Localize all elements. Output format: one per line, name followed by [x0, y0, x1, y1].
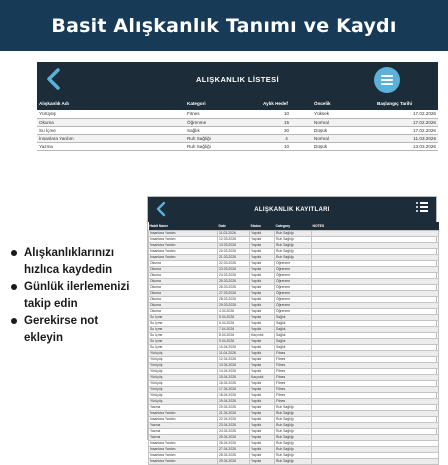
table-cell[interactable]: 27.04.2026 [218, 446, 250, 452]
table-cell[interactable]: 20.04.2026 [218, 404, 250, 410]
table-cell[interactable]: 8.04.2026 [218, 332, 250, 338]
table-cell[interactable]: Sağlık [275, 344, 312, 350]
table-cell[interactable]: İnsanlara Yardım [149, 416, 218, 422]
table-cell[interactable]: 30 [261, 126, 312, 134]
table-cell[interactable]: 12.04.2026 [218, 356, 250, 362]
table-cell[interactable]: Yapıldı [250, 314, 275, 320]
feature-text: Günlük ilerlemenizi takip edin [24, 281, 130, 310]
back-arrow-icon[interactable] [43, 67, 65, 91]
table-cell[interactable]: Ruh Sağlığı [275, 422, 312, 428]
table-cell[interactable]: Okuma [149, 266, 218, 272]
table-cell[interactable]: 6.04.2026 [218, 320, 250, 326]
table-cell[interactable]: Öğrenme [275, 302, 312, 308]
table-cell[interactable]: 13.04.2026 [218, 362, 250, 368]
table-cell[interactable]: Yürüyüş [149, 380, 218, 386]
table-cell[interactable]: Ruh Sağlığı [275, 416, 312, 422]
table-cell[interactable]: Okuma [149, 278, 218, 284]
table-cell[interactable]: Ruh Sağlığı [275, 254, 312, 260]
table-cell[interactable]: Yapıldı [250, 440, 275, 446]
table-cell[interactable]: Fitnes [275, 392, 312, 398]
table-cell[interactable] [312, 458, 439, 464]
table-cell[interactable]: Normal [312, 134, 375, 142]
table-cell[interactable]: Okuma [149, 284, 218, 290]
table-cell[interactable]: 9.04.2026 [218, 338, 250, 344]
table-cell[interactable]: İnsanlara Yardım [149, 452, 218, 458]
column-header: Habit Name [149, 222, 218, 230]
table-cell[interactable]: Yapıldı [250, 320, 275, 326]
table-cell[interactable]: Ruh Sağlığı [275, 458, 312, 464]
column-header: Başlangıç Tarihi [375, 96, 438, 110]
table-cell[interactable]: 16.04.2026 [218, 380, 250, 386]
table-cell[interactable]: Fitnes [275, 368, 312, 374]
table-cell[interactable]: İnsanlara Yardım [149, 440, 218, 446]
bullet-dot-icon [11, 284, 17, 290]
table-cell[interactable]: Yapıldı [250, 410, 275, 416]
table-cell[interactable]: Su İçme [149, 314, 218, 320]
table-cell[interactable]: Yapıldı [250, 392, 275, 398]
table-cell[interactable]: Yapıldı [250, 386, 275, 392]
table-cell[interactable]: 17.02.2026 [375, 118, 438, 126]
table-cell[interactable]: Ruh Sağlığı [275, 440, 312, 446]
table-cell[interactable]: İnsanlara Yardım [149, 242, 218, 248]
table-cell[interactable]: Yapıldı [250, 284, 275, 290]
table-cell[interactable]: 10 [261, 142, 312, 150]
table-cell[interactable]: Öğrenme [275, 260, 312, 266]
table-cell[interactable]: Yapıldı [250, 338, 275, 344]
table-cell[interactable]: Ruh Sağlığı [275, 236, 312, 242]
table-cell[interactable]: 4.04.2026 [218, 308, 250, 314]
table-cell[interactable]: 13.03.2026 [375, 142, 438, 150]
table-cell[interactable]: Yapıldı [250, 248, 275, 254]
table-cell[interactable]: Ruh Sağlığı [275, 428, 312, 434]
table-cell[interactable]: Yapıldı [250, 296, 275, 302]
table-cell[interactable]: 12.03.2026 [218, 236, 250, 242]
table-cell[interactable]: 24.04.2026 [218, 428, 250, 434]
table-cell[interactable]: Yapıldı [250, 452, 275, 458]
habit-list-table [37, 96, 438, 151]
table-cell[interactable]: İnsanlara Yardım [149, 458, 218, 464]
table-cell[interactable]: Ruh Sağlığı [275, 242, 312, 248]
table-cell[interactable]: Öğrenme [275, 266, 312, 272]
table-cell[interactable]: Yürüyüş [149, 386, 218, 392]
table-cell[interactable]: Düşük [312, 142, 375, 150]
table-cell[interactable]: 17.02.2026 [375, 110, 438, 118]
feature-item [10, 245, 134, 278]
table-cell[interactable]: Fitnes [275, 356, 312, 362]
table-cell[interactable]: İnsanlara Yardım [149, 230, 218, 236]
table-cell[interactable]: 22.03.2026 [218, 260, 250, 266]
table-cell[interactable]: 17.02.2026 [375, 126, 438, 134]
table-cell[interactable]: Okuma [149, 272, 218, 278]
table-cell[interactable]: Yapıldı [250, 416, 275, 422]
table-cell[interactable]: Fitnes [185, 110, 261, 118]
table-cell[interactable]: Yapıldı [250, 362, 275, 368]
table-cell[interactable]: İnsanlara Yardım [149, 410, 218, 416]
table-cell[interactable]: İnsanlara Yardım [149, 248, 218, 254]
table-cell[interactable]: 25.04.2026 [218, 434, 250, 440]
kebab-list-icon[interactable] [416, 202, 428, 212]
table-row[interactable] [37, 134, 438, 142]
table-cell[interactable]: Yürüyüş [149, 392, 218, 398]
column-header: Status [250, 222, 275, 230]
table-cell[interactable]: Öğrenme [275, 290, 312, 296]
table-row[interactable] [37, 142, 438, 150]
table-cell[interactable]: Yapıldı [250, 254, 275, 260]
table-row[interactable] [37, 110, 438, 118]
table-cell[interactable]: Yapıldı [250, 344, 275, 350]
table-cell[interactable]: Sağlık [275, 338, 312, 344]
column-header: Kategori [185, 96, 261, 110]
table-cell[interactable]: Yapıldı [250, 272, 275, 278]
table-cell[interactable]: 11.03.2026 [218, 230, 250, 236]
table-cell[interactable]: Su İçme [37, 126, 185, 134]
column-header: Alışkanlık Adı [37, 96, 185, 110]
table-cell[interactable]: Okuma [149, 290, 218, 296]
table-cell[interactable]: Kaçırıldı [250, 374, 275, 380]
table-cell[interactable]: Öğrenme [275, 272, 312, 278]
table-cell[interactable]: 10.04.2026 [218, 344, 250, 350]
table-cell[interactable]: Sağlık [275, 326, 312, 332]
table-cell[interactable]: Yapıldı [250, 398, 275, 404]
table-cell[interactable]: 19.04.2026 [218, 398, 250, 404]
table-cell[interactable]: Yazma [37, 142, 185, 150]
table-cell[interactable]: Yapıldı [250, 266, 275, 272]
table-cell[interactable]: Okuma [37, 118, 185, 126]
table-cell[interactable]: Yüksek [312, 110, 375, 118]
table-cell[interactable]: Yapıldı [250, 380, 275, 386]
table-cell[interactable]: Fitnes [275, 350, 312, 356]
table-cell[interactable]: Kaçırıldı [250, 332, 275, 338]
table-cell[interactable]: Yazma [149, 428, 218, 434]
table-cell[interactable]: Fitnes [275, 386, 312, 392]
table-cell[interactable]: Ruh Sağlığı [275, 446, 312, 452]
table-cell[interactable]: Su İçme [149, 320, 218, 326]
table-cell[interactable]: Ruh Sağlığı [185, 134, 261, 142]
table-cell[interactable]: Yazma [149, 422, 218, 428]
table-cell[interactable]: Ruh Sağlığı [275, 410, 312, 416]
table-cell[interactable]: 26.04.2026 [218, 440, 250, 446]
table-cell[interactable]: Yürüyüş [149, 374, 218, 380]
table-cell[interactable]: 27.03.2026 [218, 290, 250, 296]
table-cell[interactable]: 17.04.2026 [218, 386, 250, 392]
table-cell[interactable]: Yapıldı [250, 290, 275, 296]
table-cell[interactable]: İnsanlara Yardım [149, 236, 218, 242]
table-cell[interactable]: Öğrenme [275, 284, 312, 290]
banner-title: Basit Alışkanlık Tanımı ve Kaydı [51, 14, 397, 37]
table-cell[interactable]: Yapıldı [250, 236, 275, 242]
table-cell[interactable]: Su İçme [149, 344, 218, 350]
table-cell[interactable]: 22.04.2026 [218, 416, 250, 422]
table-cell[interactable]: Yapıldı [250, 422, 275, 428]
bullet-dot-icon [11, 318, 17, 324]
table-cell[interactable]: Öğrenme [275, 296, 312, 302]
table-cell[interactable]: 23.03.2026 [218, 266, 250, 272]
table-cell[interactable]: 29.03.2026 [218, 302, 250, 308]
list-header-bar [37, 62, 438, 96]
table-cell[interactable]: 28.04.2026 [218, 452, 250, 458]
back-arrow-icon[interactable] [154, 201, 168, 217]
feature-item [10, 313, 122, 346]
table-cell[interactable]: Ruh Sağlığı [275, 452, 312, 458]
bullet-dot-icon [11, 250, 17, 256]
table-cell[interactable]: Ruh Sağlığı [275, 404, 312, 410]
table-cell[interactable]: Okuma [149, 296, 218, 302]
table-cell[interactable]: 4 [261, 134, 312, 142]
table-cell[interactable]: 5.04.2026 [218, 314, 250, 320]
feature-text: Alışkanlıklarınızı hızlıca kaydedin [24, 247, 115, 276]
table-row[interactable] [37, 118, 438, 126]
table-cell[interactable]: 14.04.2026 [218, 368, 250, 374]
table-cell[interactable]: İnsanlara Yardım [149, 254, 218, 260]
table-cell[interactable]: 15 [261, 118, 312, 126]
table-cell[interactable]: Yürüyüş [149, 350, 218, 356]
table-cell[interactable]: Yazma [149, 404, 218, 410]
table-cell[interactable]: Yapıldı [250, 242, 275, 248]
table-cell[interactable]: Yazma [149, 434, 218, 440]
table-cell[interactable]: Sağlık [185, 126, 261, 134]
table-cell[interactable]: Öğrenme [185, 118, 261, 126]
table-cell[interactable]: 23.04.2026 [218, 422, 250, 428]
table-cell[interactable]: Yapıldı [250, 260, 275, 266]
habit-list-header-row [37, 96, 438, 110]
table-cell[interactable]: Yapıldı [250, 308, 275, 314]
table-row[interactable] [149, 458, 439, 464]
feature-list [10, 245, 142, 347]
table-cell[interactable]: 29.04.2026 [218, 458, 250, 464]
table-cell[interactable]: 28.03.2026 [218, 296, 250, 302]
habit-records-sheet [147, 196, 437, 463]
banner [0, 0, 448, 51]
table-cell[interactable]: Okuma [149, 308, 218, 314]
table-cell[interactable]: Fitnes [275, 380, 312, 386]
table-cell[interactable]: 21.03.2026 [218, 254, 250, 260]
table-cell[interactable]: Ruh Sağlığı [185, 142, 261, 150]
table-row[interactable] [37, 126, 438, 134]
records-header-bar [148, 197, 436, 222]
table-cell[interactable]: Sağlık [275, 314, 312, 320]
table-cell[interactable]: Yürüyüş [149, 398, 218, 404]
habit-records-table [148, 222, 439, 465]
table-cell[interactable]: Okuma [149, 302, 218, 308]
table-cell[interactable]: 7.04.2026 [218, 326, 250, 332]
table-cell[interactable]: Yürüyüş [149, 368, 218, 374]
table-cell[interactable]: Öğrenme [275, 308, 312, 314]
column-header: Date [218, 222, 250, 230]
table-cell[interactable]: Su İçme [149, 332, 218, 338]
table-cell[interactable]: Ruh Sağlığı [275, 248, 312, 254]
table-cell[interactable]: Fitnes [275, 398, 312, 404]
table-cell[interactable]: Yapıldı [250, 368, 275, 374]
table-cell[interactable]: Düşük [312, 126, 375, 134]
table-cell[interactable]: Yapıldı [250, 434, 275, 440]
table-cell[interactable]: Fitnes [275, 374, 312, 380]
table-cell[interactable]: Yürüyüş [149, 356, 218, 362]
table-cell[interactable]: Yapıldı [250, 350, 275, 356]
table-cell[interactable]: Su İçme [149, 338, 218, 344]
table-cell[interactable]: 20.03.2026 [218, 248, 250, 254]
table-cell[interactable]: 10 [261, 110, 312, 118]
table-cell[interactable]: Yapıldı [250, 428, 275, 434]
table-cell[interactable]: Yapıldı [250, 404, 275, 410]
feature-text: Gerekirse not ekleyin [24, 315, 99, 344]
table-cell[interactable]: Yürüyüş [37, 110, 185, 118]
table-cell[interactable]: Yapıldı [250, 356, 275, 362]
table-cell[interactable]: Ruh Sağlığı [275, 230, 312, 236]
table-cell[interactable]: Okuma [149, 260, 218, 266]
table-cell[interactable]: Yürüyüş [149, 362, 218, 368]
table-cell[interactable]: 25.03.2026 [218, 278, 250, 284]
table-cell[interactable]: Sağlık [275, 320, 312, 326]
table-cell[interactable]: Normal [312, 118, 375, 126]
list-title: ALIŞKANLIK LİSTESİ [195, 74, 280, 84]
records-title: ALIŞKANLIK KAYITLARI [254, 206, 330, 213]
table-cell[interactable]: 24.03.2026 [218, 272, 250, 278]
table-cell[interactable]: 21.04.2026 [218, 410, 250, 416]
table-cell[interactable]: 11.03.2026 [375, 134, 438, 142]
records-header-row [149, 222, 439, 230]
menu-list-icon[interactable] [374, 67, 400, 93]
table-cell[interactable]: İnsanlara Yardım [149, 446, 218, 452]
column-header: NOTES [312, 222, 439, 230]
table-cell[interactable]: 11.04.2026 [218, 350, 250, 356]
table-cell[interactable]: Ruh Sağlığı [275, 434, 312, 440]
table-cell[interactable]: Fitnes [275, 362, 312, 368]
table-cell[interactable]: Yapıldı [250, 230, 275, 236]
table-cell[interactable]: 15.04.2026 [218, 374, 250, 380]
column-header: Aylık Hedef [261, 96, 312, 110]
habit-list-sheet [37, 62, 438, 183]
table-cell[interactable]: Yapıldı [250, 302, 275, 308]
column-header: Category [275, 222, 312, 230]
table-cell[interactable]: Yapıldı [250, 326, 275, 332]
table-cell[interactable]: Yapıldı [250, 458, 275, 464]
table-cell[interactable]: Yapıldı [250, 446, 275, 452]
table-cell[interactable]: 13.03.2026 [218, 242, 250, 248]
table-cell[interactable]: İnsanlara Yardım [37, 134, 185, 142]
column-header: Öncelik [312, 96, 375, 110]
feature-item [10, 279, 140, 312]
table-cell[interactable]: 26.03.2026 [218, 284, 250, 290]
table-cell[interactable]: Su İçme [149, 326, 218, 332]
table-cell[interactable]: 18.04.2026 [218, 392, 250, 398]
table-cell[interactable]: Yapıldı [250, 278, 275, 284]
table-cell[interactable]: Öğrenme [275, 278, 312, 284]
table-cell[interactable]: Sağlık [275, 332, 312, 338]
